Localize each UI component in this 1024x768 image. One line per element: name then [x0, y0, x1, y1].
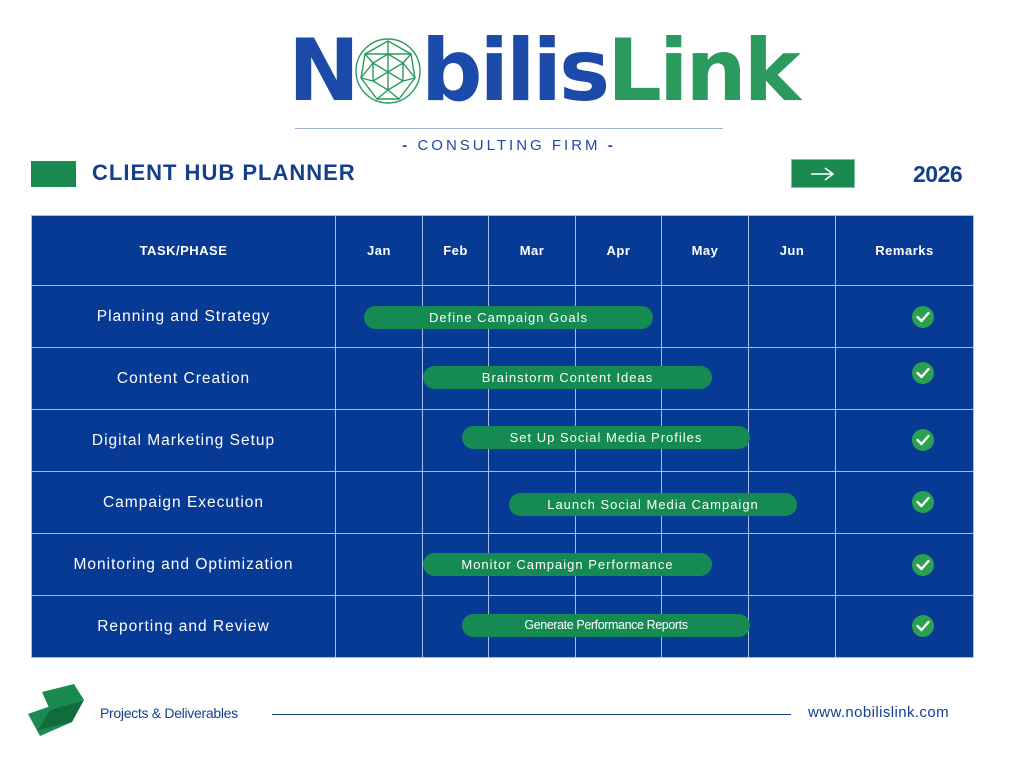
tagline-text: CONSULTING FIRM [417, 137, 601, 154]
globe-icon [353, 32, 423, 102]
footer-label: Projects & Deliverables [100, 705, 238, 721]
column-header-feb: Feb [423, 216, 489, 286]
planner-year: 2026 [913, 161, 963, 187]
remark-check [912, 615, 934, 637]
logo-text-bilis: bilis [420, 21, 608, 121]
remark-check [912, 554, 934, 576]
gantt-bar[interactable]: Launch Social Media Campaign [509, 493, 797, 516]
task-name: Digital Marketing Setup [32, 410, 336, 472]
logo-text-link: Link [607, 21, 798, 121]
check-icon [916, 620, 930, 632]
brand-logo [288, 21, 798, 121]
column-header-mar: Mar [489, 216, 576, 286]
gantt-bar[interactable]: Brainstorm Content Ideas [423, 366, 712, 389]
column-header-task: TASK/PHASE [32, 216, 336, 286]
chevron-logo-icon [28, 682, 86, 743]
column-header-jun: Jun [749, 216, 836, 286]
column-header-jan: Jan [336, 216, 423, 286]
table-header-row [32, 216, 974, 286]
task-name: Planning and Strategy [32, 286, 336, 348]
task-name: Reporting and Review [32, 596, 336, 658]
title-accent-block [31, 161, 76, 187]
footer-divider [272, 714, 791, 715]
task-name: Content Creation [32, 348, 336, 410]
page-title: CLIENT HUB PLANNER [92, 160, 356, 185]
table-row [32, 472, 974, 534]
logo-text-n: N [288, 21, 357, 121]
tagline-dash-right: - [607, 137, 616, 154]
column-header-apr: Apr [576, 216, 662, 286]
check-icon [916, 496, 930, 508]
gantt-bar[interactable]: Set Up Social Media Profiles [462, 426, 750, 449]
task-name: Campaign Execution [32, 472, 336, 534]
remark-check [912, 429, 934, 451]
column-header-remarks: Remarks [836, 216, 974, 286]
footer-website-link[interactable]: www.nobilislink.com [808, 704, 949, 721]
remark-check [912, 306, 934, 328]
check-icon [916, 311, 930, 323]
brand-tagline [295, 137, 723, 154]
check-icon [916, 434, 930, 446]
logo-divider [295, 128, 723, 129]
column-header-may: May [662, 216, 749, 286]
gantt-bar[interactable]: Define Campaign Goals [364, 306, 653, 329]
gantt-bar[interactable]: Monitor Campaign Performance [423, 553, 712, 576]
check-icon [916, 559, 930, 571]
remark-check [912, 491, 934, 513]
tagline-dash-left: - [402, 137, 411, 154]
check-icon [916, 367, 930, 379]
next-arrow-button[interactable] [791, 159, 855, 188]
task-name: Monitoring and Optimization [32, 534, 336, 596]
arrow-right-icon [809, 166, 837, 182]
remark-check [912, 362, 934, 384]
gantt-bar[interactable]: Generate Performance Reports [462, 614, 750, 637]
